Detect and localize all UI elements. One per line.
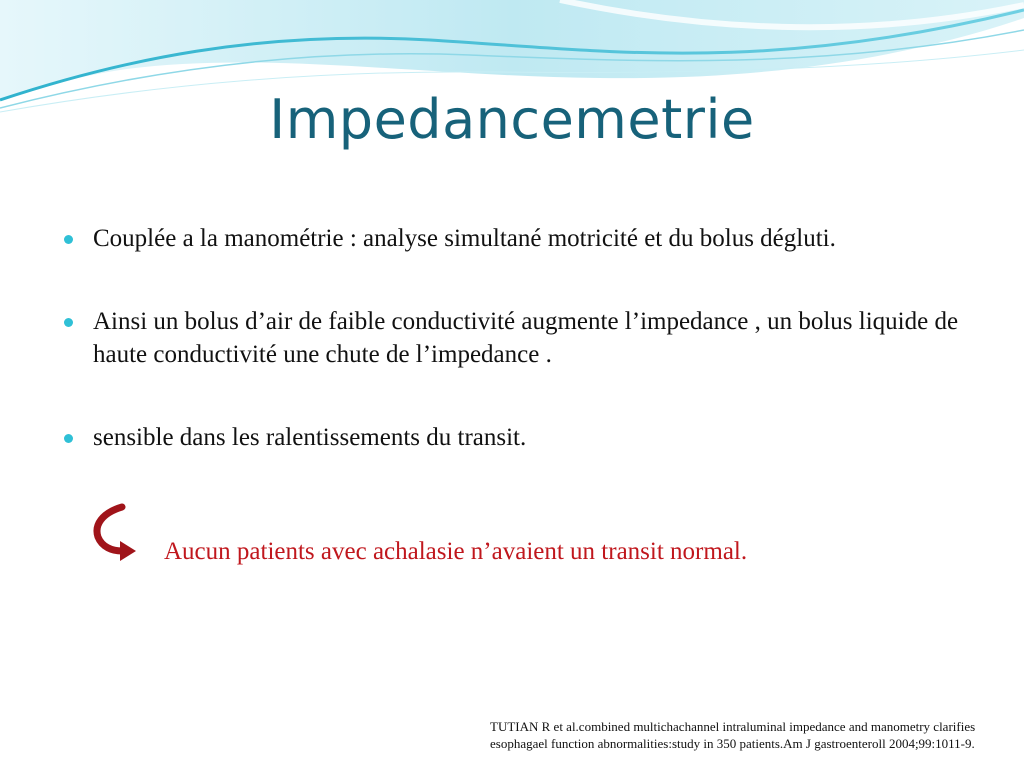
- list-item: [60, 222, 960, 255]
- curved-arrow-icon: [92, 503, 142, 563]
- bullet-list: [60, 222, 960, 454]
- round-bullet-icon: [64, 318, 73, 327]
- bullet-text: sensible dans les ralentissements du transit.: [93, 424, 527, 451]
- bullet-text: Ainsi un bolus d’air de faible conductivité augmente l’impedance , un bolus liquide de haute conductivité une chute de l’impedance .: [93, 308, 959, 368]
- list-item: [60, 305, 960, 371]
- list-item: [60, 421, 960, 454]
- reference-citation: TUTIAN R et al.combined multichachannel intraluminal impedance and manometry clarifies esophagael function abnormalities:study in 350 patients.Am J gastroenteroll 2004;99:1011-9.: [490, 719, 976, 751]
- round-bullet-icon: [64, 434, 73, 443]
- bullet-text: Couplée a la manométrie : analyse simultané motricité et du bolus dégluti.: [93, 225, 836, 252]
- slide-title: Impedancemetrie: [269, 88, 755, 151]
- conclusion-text: Aucun patients avec achalasie n’avaient un transit normal.: [164, 538, 748, 565]
- round-bullet-icon: [64, 235, 73, 244]
